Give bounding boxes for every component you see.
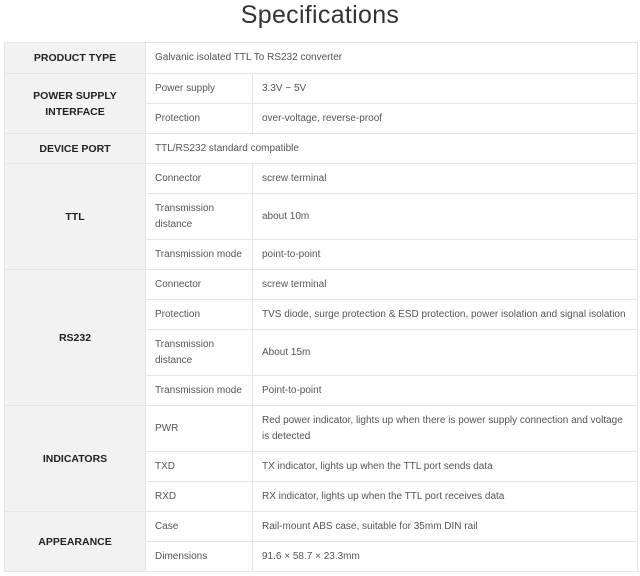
category-product-type: PRODUCT TYPE bbox=[5, 43, 146, 74]
spec-label: Dimensions bbox=[146, 542, 253, 572]
category-ttl: TTL bbox=[5, 164, 146, 270]
spec-label: Transmission mode bbox=[146, 240, 253, 270]
spec-row-indicator-pwr bbox=[5, 406, 638, 452]
spec-value: point-to-point bbox=[253, 240, 638, 270]
spec-value: About 15m bbox=[253, 330, 638, 376]
spec-label: Protection bbox=[146, 300, 253, 330]
category-rs232: RS232 bbox=[5, 270, 146, 406]
spec-value: 3.3V ~ 5V bbox=[253, 74, 638, 104]
spec-value: TX indicator, lights up when the TTL port sends data bbox=[253, 452, 638, 482]
spec-row-product-type bbox=[5, 43, 638, 74]
category-appearance: APPEARANCE bbox=[5, 512, 146, 572]
spec-label: PWR bbox=[146, 406, 253, 452]
category-power-supply-interface: POWER SUPPLY INTERFACE bbox=[5, 74, 146, 134]
spec-row-ttl-connector bbox=[5, 164, 638, 194]
spec-row-appearance-case bbox=[5, 512, 638, 542]
spec-value: Rail-mount ABS case, suitable for 35mm DIN rail bbox=[253, 512, 638, 542]
spec-value: TVS diode, surge protection & ESD protection, power isolation and signal isolation bbox=[253, 300, 638, 330]
spec-value: Galvanic isolated TTL To RS232 converter bbox=[146, 43, 638, 74]
category-device-port: DEVICE PORT bbox=[5, 134, 146, 164]
spec-label: Connector bbox=[146, 270, 253, 300]
spec-label: Transmission distance bbox=[146, 194, 253, 240]
spec-value: 91.6 × 58.7 × 23.3mm bbox=[253, 542, 638, 572]
spec-value: RX indicator, lights up when the TTL port receives data bbox=[253, 482, 638, 512]
spec-value: about 10m bbox=[253, 194, 638, 240]
spec-value: screw terminal bbox=[253, 164, 638, 194]
spec-label: Protection bbox=[146, 104, 253, 134]
spec-value: screw terminal bbox=[253, 270, 638, 300]
category-indicators: INDICATORS bbox=[5, 406, 146, 512]
page-title: Specifications bbox=[240, 1, 400, 29]
spec-row-rs232-connector bbox=[5, 270, 638, 300]
spec-value: Point-to-point bbox=[253, 376, 638, 406]
specifications-table bbox=[4, 42, 638, 572]
spec-label: Transmission distance bbox=[146, 330, 253, 376]
spec-row-device-port bbox=[5, 134, 638, 164]
spec-label: RXD bbox=[146, 482, 253, 512]
spec-value: over-voltage, reverse-proof bbox=[253, 104, 638, 134]
spec-label: TXD bbox=[146, 452, 253, 482]
spec-row-power-supply bbox=[5, 74, 638, 104]
spec-value: TTL/RS232 standard compatible bbox=[146, 134, 638, 164]
spec-label: Power supply bbox=[146, 74, 253, 104]
spec-label: Case bbox=[146, 512, 253, 542]
spec-label: Transmission mode bbox=[146, 376, 253, 406]
spec-value: Red power indicator, lights up when there is power supply connection and voltage is detected bbox=[253, 406, 638, 452]
spec-label: Connector bbox=[146, 164, 253, 194]
